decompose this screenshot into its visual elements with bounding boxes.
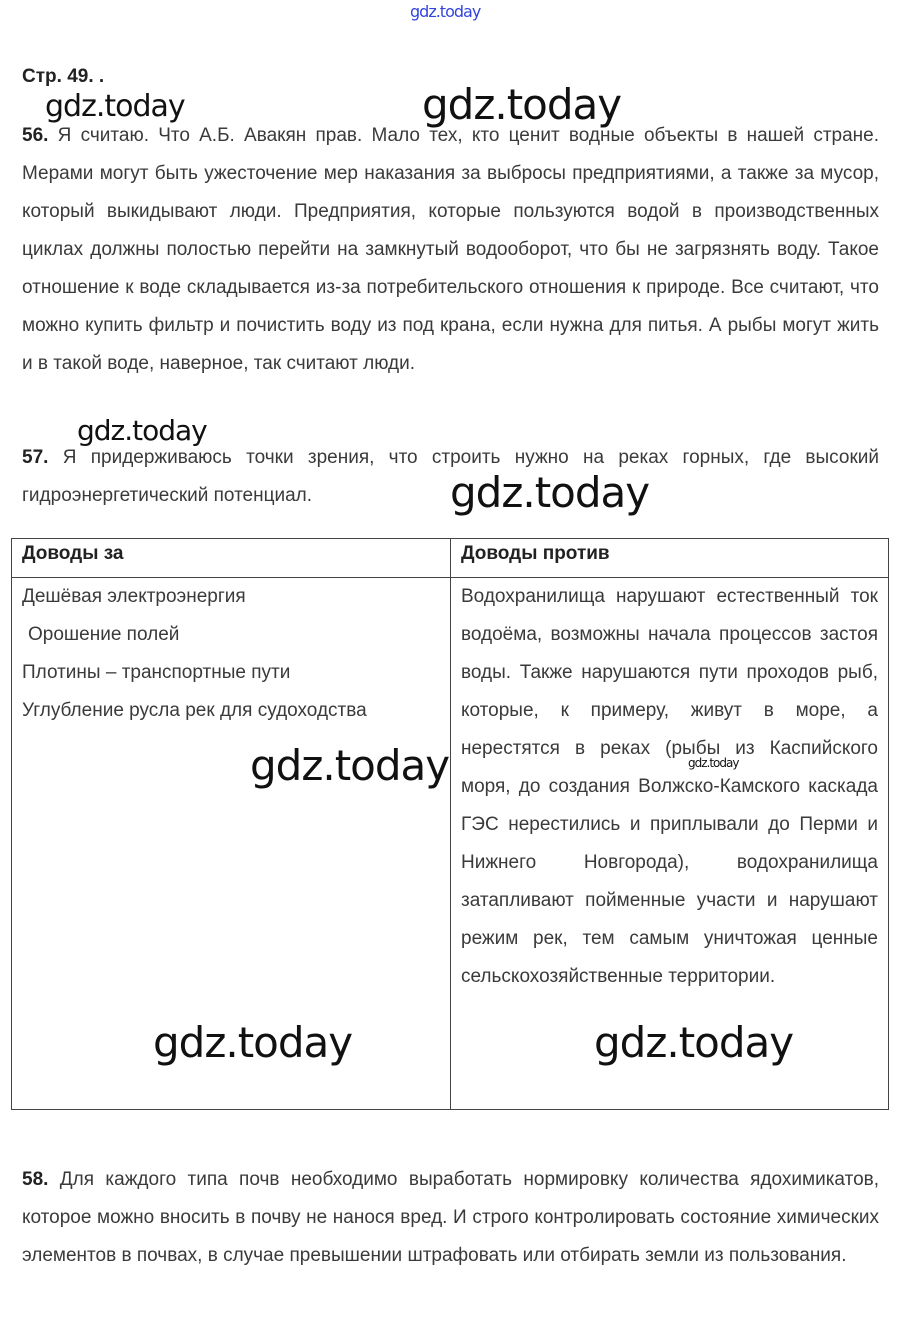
watermark: gdz.today xyxy=(410,2,481,21)
answer-number: 56. xyxy=(22,125,49,146)
watermark: gdz.today xyxy=(688,756,739,770)
answer-number: 57. xyxy=(22,447,49,468)
answer-text: Для каждого типа почв необходимо выработать нормировку количества ядохимикатов, которое можно вносить в почву не нанося вред. И строго контролировать состояние химических элементов в почвах, в случае превышении штрафовать или отбирать земли из пользования. xyxy=(22,1169,880,1266)
pro-item: Плотины – транспортные пути xyxy=(22,662,291,683)
watermark: gdz.today xyxy=(77,414,207,447)
watermark: gdz.today xyxy=(594,1018,794,1067)
watermark: gdz.today xyxy=(45,89,185,124)
contra-text: Водохранилища нарушают естественный ток водоёма, возможны начала процессов застоя воды. Также нарушаются пути проходов рыб, которые, к примеру, живут в море, а нерестятся в реках (рыбы из Каспийского моря, до создания Волжско-Камского каскада ГЭС нерестились и приплывали до Перми и Нижнего Новгорода), водохранилища затапливают пойменные участи и нарушают режим рек, тем самым уничтожая ценные сельскохозяйственные территории. xyxy=(461,586,878,987)
answer-number: 58. xyxy=(22,1169,49,1190)
watermark: gdz.today xyxy=(250,741,450,790)
pro-item: Орошение полей xyxy=(28,624,180,645)
answer-58 xyxy=(22,1161,879,1275)
page-label: Стр. 49. . xyxy=(22,66,105,87)
pro-item: Углубление русла рек для судоходства xyxy=(22,700,367,721)
answer-text: Я придерживаюсь точки зрения, что строить нужно на реках горных, где высокий гидроэнергетический потенциал. xyxy=(22,447,879,506)
answer-text: Я считаю. Что А.Б. Авакян прав. Мало тех, кто ценит водные объекты в нашей стране. Мерами могут быть ужесточение мер наказания за выбросы предприятиями, а также за мусор, который выкидывают люди. Предприятия, которые пользуются водой в производственных циклах должны полостью перейти на замкнутый водооборот, что бы не загрязнять воду. Такое отношение к воде складывается из-за потребительского отношения к природе. Все считают, что можно купить фильтр и почистить воду из под крана, если нужна для питья. А рыбы могут жить и в такой воде, наверное, так считают люди. xyxy=(22,125,880,374)
watermark: gdz.today xyxy=(153,1018,353,1067)
header-contra: Доводы против xyxy=(451,539,889,578)
watermark: gdz.today xyxy=(422,80,622,129)
watermark: gdz.today xyxy=(450,468,650,517)
table-header-row xyxy=(12,539,889,578)
pro-item: Дешёвая электроэнергия xyxy=(22,586,246,607)
answer-56 xyxy=(22,117,879,383)
header-pro: Доводы за xyxy=(12,539,451,578)
